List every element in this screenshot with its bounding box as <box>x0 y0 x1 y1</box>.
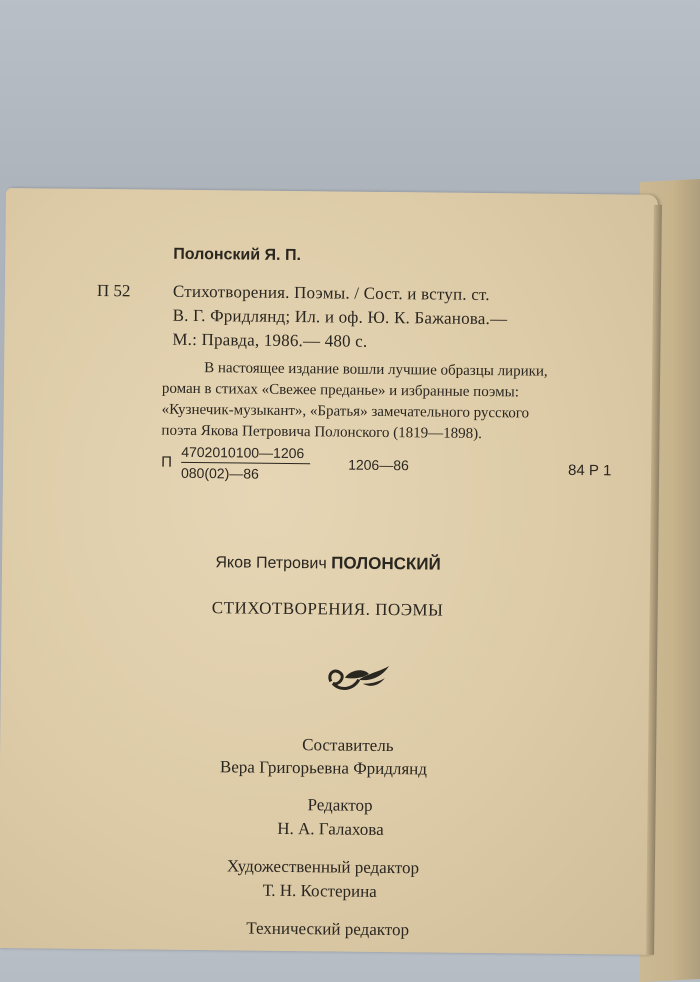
catalog-denominator: 080(02)—86 <box>180 464 259 482</box>
catalog-numerator: 4702010100—1206 <box>181 444 310 464</box>
catalog-middle: 1206—86 <box>348 456 409 474</box>
library-card-line: Стихотворения. Поэмы. / Сост. и вступ. ст. <box>172 281 490 305</box>
catalog-prefix: П <box>161 453 173 471</box>
author-full-name <box>2 550 654 577</box>
annotation-line: роман в стихах «Свежее преданье» и избранные поэмы: <box>161 380 520 401</box>
annotation-line: «Кузнечик-музыкант», «Братья» замечательного русского <box>161 401 530 422</box>
author-first-name: Яков Петрович <box>215 554 327 573</box>
library-card-line: М.: Правда, 1986.— 480 с. <box>172 329 368 351</box>
author-last-name: ПОЛОНСКИЙ <box>331 553 441 574</box>
book-page <box>0 188 658 955</box>
annotation-line: поэта Якова Петровича Полонского (1819—1898). <box>161 422 483 442</box>
book-title: СТИХОТВОРЕНИЯ. ПОЭМЫ <box>211 598 444 620</box>
library-card-author: Полонский Я. П. <box>173 245 302 265</box>
credit-role: Редактор <box>307 795 373 815</box>
credit-role: Художественный редактор <box>226 856 420 878</box>
library-card-line: В. Г. Фридлянд; Ил. и оф. Ю. К. Бажанова.— <box>172 305 508 329</box>
credit-name: Т. Н. Костерина <box>262 880 377 901</box>
bbk-index: 84 Р 1 <box>567 461 612 480</box>
credit-role: Составитель <box>302 735 394 756</box>
catalog-fraction <box>181 444 310 482</box>
floral-ornament-icon <box>323 659 393 696</box>
library-card-code: П 52 <box>96 280 131 301</box>
credit-role: Технический редактор <box>246 918 410 940</box>
credit-name: Н. А. Галахова <box>277 818 384 839</box>
credit-name: Вера Григорьевна Фридлянд <box>219 757 428 779</box>
annotation-line: В настоящее издание вошли лучшие образцы лирики, <box>204 360 548 380</box>
